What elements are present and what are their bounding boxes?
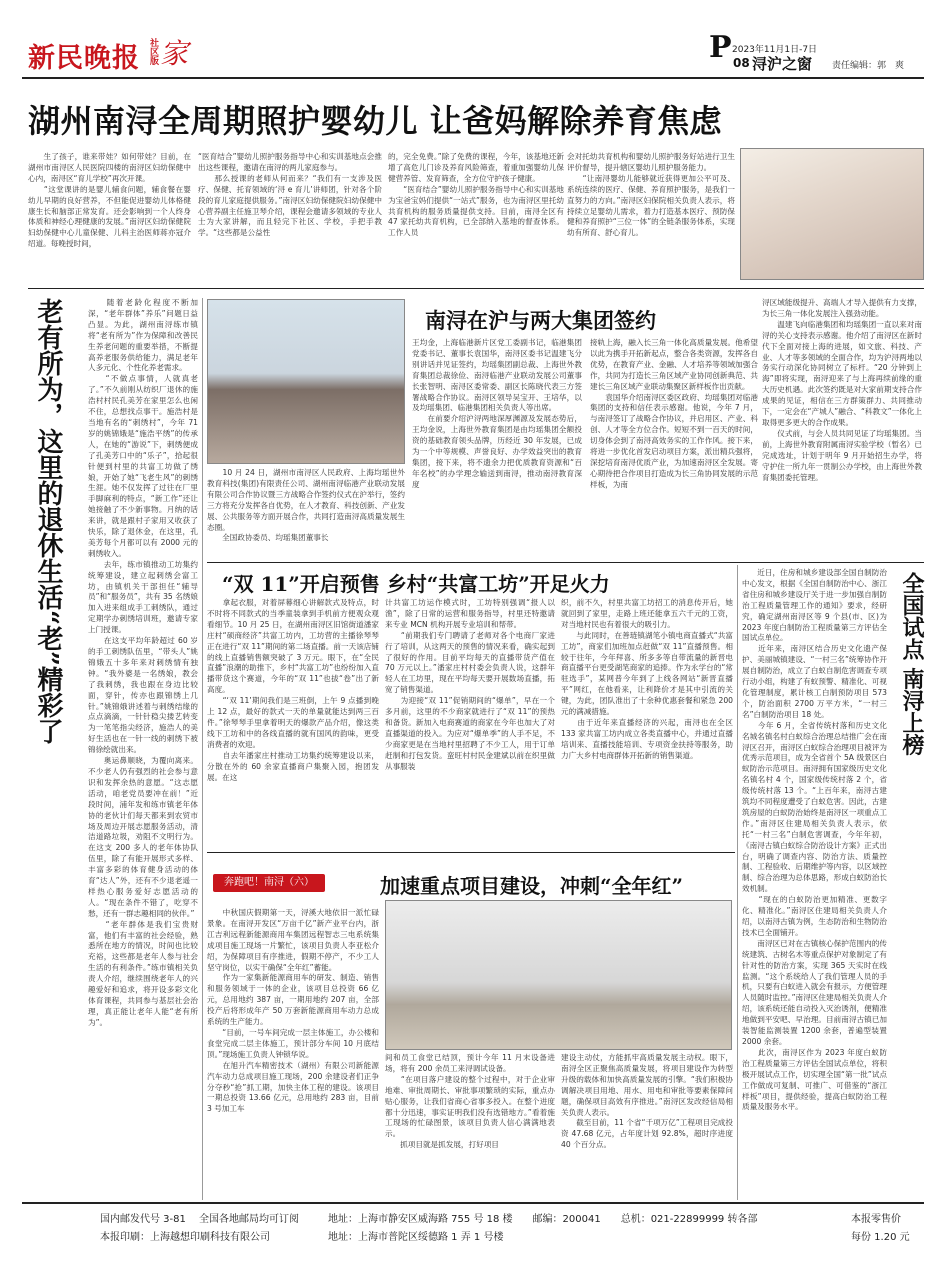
- article2-body: 随着老龄化程度不断加深，“老年群体”养乐”问题日益凸显。为此，湖州南浔练市镇将“老有所为”作为保障和改善民生养老问题的重要举措，不断提高养老服务供给能力，满足老年人多元化、个性化养老需求。 “不做点事情，人就真老了。”不久前刚从纺织厂退休的施浩村村民孔美芳在家里怎么也闲不住，总想找点事干。施浩村是当地有名的“刺绣村”，今年 71 岁的姚锦娥是“施浩平绣”的传承人，在她的“游说”下，刺绣便成了孔美芳口中的“乐子”，拾起很针便到村里的共富工坊做了绣娘，开始了她“飞老生风”的刺绣生涯。她不仅发挥了过往在厂里手脚麻利的特点，“新工作”还让她接触了不少新事物。月纳的话来讲，就是跟村子家用又收获了快乐，除了退休金，在这里，孔美芳每个月都可以有 2000 元的刺绣收入。 去年，练市镇推动工坊集约统筹建设，建立起刺绣会富工坊，由镇机关干部担任“辅导员”和“服务员”，共有 35 名绣娘加入进来组成手工刺绣队，通过定期学办刺绣培训班，邀请专家上门授课。 在这支平均年龄超过 60 岁的手工刺绣队伍里，“带头人”姚锦娥五十多年来对刺绣情有独钟。“我外婆是一名绣娘，教会了我刺绣，我也跟在身边比较面，穿针，传亦也跟锦绣上几针。”姚锦娥讲述着与刺绣结缘的点点滴滴，一针针稳尖搂艺转变为一笔笔指尖经济，施浩人的美好生活也在一针一线的刺绣下被锦徐绘就出来。 奥运鼻顺晓，为覆向离来。不少老人仍有强烈的社会参与意识和发挥余热的意愿。“这志愿活动，咱老党员要冲在前！”近段时间，浦年发和练市镇老年体协的老伙计们每天都来到农贸市场及周边开展志愿服务活动，清洁道路垃圾，劝阻不文明行为。在这支 200 多人的老年体协队伍里，除了有能开展形式多样、丰富多彩的体育健身活动的体育“达人”外，还有不少退老遥一样热心服务爱好志愿活动的人。“现在条件不错了，吃穿不愁，还有一群志趣相同的伙伴。” “老年群体是我们宝贵财富，他们有丰富的社会经验，熟悉所在地方的情况，时间也比较充裕，这些都是老年人参与社会生活的有利条件。”练市镇相关负责人介绍，继续围绕老年人的兴趣爱好和追求，将开设多彩文化体育课程，共同参与基层社会治理，真正能让老年人能“老有所为”。: [88, 298, 198, 1027]
- date-range: 2023年11月1日-7日: [732, 45, 818, 55]
- article4-col3: 织，前不久，村里共富工坊招工的消息传开后，她就回到了家里，走路上班还能拿五六千元的工资，对当地村民也有着很大的吸引力。 与此同时，在善琏镇湖笔小镇电商直播式“共富工坊”，商家们加班加点赶做“双 11”直播预售。相较于往年，今年拜喜、所多多等自带流量的新晋电商直播平台更受湖笔商家的追捧。作为永学台的“常驻选手”，某网普今年到了上线各网站“新晋直播平”网红，在他看来，让利降价才是其中引流的关键，为此，团队准出了十余种优惠套餐和紧急 200 元的满减措施。 由于近年来直播经济的兴起，南浔也在全区 133 家共富工坊内成立各类直播中心，并通过直播培训来、直播技能培训、专项资金扶持等服务，助力广大乡村电商群体开拓新的销售渠道。: [561, 598, 733, 760]
- section-divider-2: [207, 562, 924, 563]
- footer-postal-code: 国内邮发代号 3-81 全国各地邮局均可订阅: [100, 1214, 300, 1225]
- article3-col3: 接轨上海，融入长三角一体化高质量发展。他希望以此为携手开拓新起点，整合各类资源，发挥各自优势，在教育产业、金融、人才培养等领域加强合作，共同为打造长三角区域产业协同创新典范、共建长三角区域产业联动集聚区新样板作出贡献。 袁国华介绍南浔区委区政府、均瑶集团对临港集团的支持和信任表示感谢。他说，今年 7 月，与南浔签订了战略合作协议，并启用区、产业、科创、人才等全方位合作。短短不到一百天的时间，切身体会到了南浔高效务实的工作作风。接下来，将进一步优化首发启动项目方案，派出精兵强将，深挖培育南浔优质产业，为加速南浔区全发展。寄心期待把合作项目打造成为长三角协同发展的示范样板，为南: [590, 338, 758, 489]
- article6-col3: 建设主动仗，方能抓牢高质量发展主动权。眼下，南浔全区正聚焦高质量发展，将项目建设作为转型升级的载体和加快高质量发展的引擎。“我们积极协调解决项目用地、用水、用电和审批等要素保障问题，确保项目高效有序推进。”南浔区发改经信局相关负责人表示。 截至目前，11 个省“千项万亿”工程项目完成投资 47.68 亿元，占年度计划 92.8%，超时序进度 40 个百分点。: [561, 1053, 733, 1150]
- article1-col2: “医育结合”婴幼儿照护服务指导中心和实训基地点会推出这些课程，邀请在南浔的两儿家庭参与。 那么授课的老师从何而来？“我们有一支涉及医疗、保健、托育领域的‘浔 e 育儿’讲师团，针对各个阶段的育儿家庭提供服务。”南浔区妇幼保健院妇幼保健中心营养副主任施卫琴介绍，课程会邀请多领域的专业人士为大家讲解，而且轻完下社区、学校，手把手教学。“这些都是公益性: [198, 152, 382, 238]
- article3-caption: 10 月 24 日，湖州市南浔区人民政府、上海均瑶世外教育科技(集团)有限责任公司、湖州南浔临港产业联动发展有限公司合作协议暨三方战略合作签约仪式在沪举行，签约三方将充分发挥各自优势，在人才教育、科技创新、产业发展、公共服务等方面开展合作，共同打造南浔高质量发展生态圈。 全国政协委员、均瑶集团董事长: [207, 468, 405, 543]
- article3-col2: 王均金，上海临港新片区党工委副书记，临港集团党委书记、董事长袁国华，南浔区委书记温建飞分别讲话并见证签约，均瑶集团副总裁、上海世外教育集团总裁徐俭、南浔临港产业联动发展公司董事长张智明、南浔区委常委、副区长陈晓代表三方签署战略合作协议。南浔区领导吴宝开、王培华，以及均瑶集团、临港集团相关负责人等出席。 在前要介绍沪浔两地深厚渊源及发展态势后，王均金说，上海世外教育集团是由均瑶集团全额投资的基础教育领头品牌，历经近 30 年发展，已成为一个中等规模、声誉良好、办学效益突出的教育集团，接下来，将不遗余力把优质教育资源和“百年名校”的办学理念输送到南浔，推动南浔教育深度: [412, 338, 582, 489]
- series-tag: 奔跑吧！南浔（六）: [213, 874, 325, 892]
- article4-col2: 计共富工坊运作模式时，工坊特别强调“报人以渔”，除了日常的运营和服务指导，村里还特邀请来专业 MCN 机构开展专业培训和帮带。 “前期我们专门聘请了老师对各个电商厂家进行了培训，从这两天的预售的情况来看，确实起到了很好的作用。目前平均每天的直播带货产值在 70 万元以上。”潘家庄村村委会负责人说，这群年轻人在工坊里，现在平均每天要开展数场直播，拓宽了销售渠道。 为迎接“双 11”促销期间的“爆单”，早在一个多月前，这里的不少商家就进行了“双 11”的预热和备货。新加入电商赛道的商家在今年也加大了对直播渠道的投入。为应对“爆单季”的人手不足，不少商家更是在当地村里招聘了不少工人，用于订单赶制和打包发货。蛮旺村村民金建斌以前在织里做从事服装: [385, 598, 555, 771]
- footer-printer: 本报印刷：上海越想印刷科技有限公司: [100, 1232, 270, 1243]
- article4-col1: 拿起衣服，对着屏幕细心讲解款式及特点，时不时将不同款式的当季童装拿到手机前方便观众观看细节。10 月 25 日，在湖州南浔区旧馆街道潘家庄村“硕商经济”共富工坊内，工坊营的主播徐琴琴正在进行“双 11”期间的第二场直播。前一天该店铺的线上直播销售额突破了 3 万元。眼下，在“全民直播”浪潮的助推下，乡村“共富工坊”也纷纷加入直播带货这个赛道，今年的“双 11”也拔“卷”出了新高度。 “‘双 11’期间我们是三班倒，上午 9 点播到晚上 12 点，最好的款式一天的单量就能达到两三百件。”徐琴琴手里拿着明天的爆款产品介绍，像这类线下工坊和中的各线直播的就有国风的韵味，更受消费者的欢迎。 自去年潘家庄村推动工坊集约统筹建设以来，分散在外的 60 余家直播商户集聚入园，抱团发展。在这: [207, 598, 379, 782]
- editor-line: 责任编辑：郭 爽: [832, 61, 905, 71]
- article6-headline: 加速重点项目建设，冲刺“全年红”: [380, 874, 684, 898]
- side-headline-pilot: 全国试点 南浔上榜: [899, 572, 925, 756]
- page-number: 08: [733, 56, 750, 70]
- column-divider-right: [737, 565, 738, 1200]
- page-letter: P: [709, 30, 732, 65]
- section-divider-1: [28, 288, 924, 289]
- article4-headline: “双 11”开启预售 乡村“共富工坊”开足火力: [222, 572, 610, 596]
- edition-mark: 社区版: [148, 38, 158, 65]
- article1-col4: 会对托幼共育机构和婴幼儿照护服务好站进行卫生评价督导，提升辖区婴幼儿照护服务能力。 “让南浔婴幼儿能够就近获得更加公平可及、系统连续的医疗、保健、养育照护服务，是我们一直努力的方向。”南浔区妇保院相关负责人表示，将持续立足婴幼儿需求，着力打造基本医疗、预防保健和养育照护“三位一体”的全链条服务体系，实现幼有所育、舒心育儿。: [567, 152, 735, 238]
- main-headline: 湖州南浔全周期照护婴幼儿 让爸妈解除养育焦虑: [28, 102, 723, 140]
- footer-price: 每份 1.20 元: [851, 1232, 910, 1243]
- footer-address: 地址：上海市静安区威海路 755 号 18 楼 邮编：200041 总机：021-22899999 转各部: [328, 1214, 758, 1225]
- construction-site-photo: [385, 900, 732, 1050]
- article1-col3: 的，完全免费。”除了免费的课程，今年，该基地还新增了高危儿门诊及养育风险筛查，着重加强婴幼儿保健营养管、发育筛查，全方位守护孩子健康。 “医育结合”婴幼儿照护服务指导中心和实训基地为宝爸宝妈们提供“一站式”服务，也为南浔区里托幼共育机构的服务质量提供支持。目前，南浔全区有 47 家托幼共育机构，已全部纳入基地的督查体系。工作人员: [388, 152, 564, 238]
- article1-photo: [740, 148, 924, 280]
- signing-ceremony-photo: [207, 299, 405, 464]
- masthead: [0, 0, 949, 80]
- side-headline-retirement: 老有所为，这里的退休生活“老”精彩了: [33, 298, 63, 744]
- masthead-rule: [22, 77, 924, 79]
- section-divider-3: [207, 852, 735, 853]
- logo-seal-icon: 家: [160, 37, 189, 70]
- article6-col1: 中秋国庆假期第一天，浔溪大地依旧一派忙碌景象。在南浔开发区“万亩千亿”新产业平台内，浙江吉利远程新能源商用车集团远程智志三电系统集成项目施工现场一片繁忙，该项目负责人李亚松介绍，为保障项目有序推进，假期不停产，不少工人坚守岗位，以实干确保“全年红”蓄能。 作为一家集新能源商用车的研发、制造、销售和服务领域于一体的企业，该项目总投资 66 亿元，总用地约 387 亩，一期用地约 207 亩，全部投产后将形成年产 50 万套新能源商用车动力总成系统的生产能力。 “目前，一号车间完成一层主体施工，办公楼和食堂完成二层主体施工，预计部分车间 10 月底结顶。”现场施工负责人钟锁华说。 在旭升汽车精密技术（湖州）有限公司新能源汽车动力总成项目施工现场，200 余建设者们正争分夺秒“抢”抓工期，加快主体工程的建设。该项目一期总投资 13.66 亿元，总用地约 283 亩，目前 3 号加工车: [207, 908, 379, 1114]
- article6-col2: 间和员工食堂已结顶，预计今年 11 月末设备进场，将有 200 余员工来浔调试设备。 “在项目落户建设的整个过程中，对于企业审地难、审批周期长、审批事项繁琐的实际，重点办贴心服务，让我们省商心省事多投入。在整个进度都十分迅速，事实证明我们没有选错地方。”看着施工现场的忙碌图景，该项目负责人信心满满地表示。 抓项目就是抓发展，打好项目: [385, 1053, 555, 1150]
- paper-name-logo: 新民晚报: [28, 43, 140, 74]
- article3-col4: 浔区域能级提升、高端人才导入提供有力支撑，为长三角一体化发展注入强劲动能。 温建飞向临港集团和均瑶集团一直以来对南浔的关心支持表示感谢。他介绍了南浔区在新时代下全面对接上海的进展，如文旅、科技、产业、人才等多领域的全面合作，均为沪浔两地以务实行动深化协同树立了标杆。“20 分钟到上海”即将实现，南浔迎来了与上海再续前缘的重大历史机遇。此次签约既是对大家前期支持合作成果的见证，相信在三方群策群力、共同推动下，一定会在“产城人”融合、“科教文”一体化上取得更多更大的合作成果。 仪式前，与会人员共同见证了均瑶集团。当前，上海世外教育附属南浔实验学校（暂名）已完成选址，计划于明年 9 月开始招生办学，将守护住一所九年一贯制公办学校，由上海世外教育集团委托管理。: [762, 298, 923, 482]
- footer-price-label: 本报零售价: [851, 1214, 901, 1225]
- footer-rule: [22, 1202, 924, 1204]
- section-name: 浔沪之窗: [752, 55, 813, 73]
- footer-printer-address: 地址：上海市普陀区绥德路 1 弄 1 号楼: [328, 1232, 504, 1243]
- article1-col1: 生了孩子，谁来带娃？如何带娃？目前，在湖州市南浔区人民医院四楼的南浔区妇幼保健中心内，南浔区“育儿学校”再次开课。 “这堂课讲的是婴儿辅食问题，辅食餐在婴幼儿早期的良好营养，不但能促进婴幼儿体格健康生长和脑部正常发育。还会影响到一个人终身体质和神经心理健康的发展。”南浔区妇幼保健院妇幼保健中心儿童保健、儿科主治医师蒋亦冠介绍道。每晚授时间，: [28, 152, 191, 249]
- column-divider-left: [202, 298, 203, 1200]
- article3-headline: 南浔在沪与两大集团签约: [425, 308, 656, 333]
- article5-body: 近日，住房和城乡建设部全国自制防治中心发文，根据《全国自制防治中心、浙江省住房和城乡建设厅关于进一步加强自制防治工程质量管理工作的通知》要求，经研究，确定湖州南浔区等 9 个县(市、区)为 2023 年度白制防治工程质量第三方评估全国试点单位。 近年来，南浔区结合历史文化遗产保护、美丽城镇建设、“一村三名”统筹协作开展自制防治，成立了白蚁自制危害调查专项行动小组，构建了有蚁预警、精准化、可视化管理制度，累计核工白制预防项目 573 个，防治面积 2700 万平方米，“一村三名”白制防治项目 18 处。 今年 6 月，全省传统村落和历史文化名城名镇名村白蚁综合治理总结推广会在南浔区召开，南浔区白蚁综合治理项目被评为优秀示范项目，成为全省首个 5A 级景区白蚁防治示范项目。南浔拥有国家级历史文化名镇名村 4 个，国家级传统村落 2 个，省级传统村落 13 个。“上百年来，南浔古建筑均不同程度遭受了白蚁危害。因此，古建筑房屋的白蚁防治始终是南浔区一项重点工作。”南浔区住建局相关负责人表示，依托“一村三名”白制危害调查，今年年初，《南浔古镇白蚁综合防治设计方案》正式出台，明确了调查内容、防治方法、质量控制、工程验收、后期维护等内容，以区域控制、综合治理为总体思路，形成白蚁防治长效机制。 “现在的白蚁防治更加精准、更数字化、精准化。”南浔区住建局相关负责人介绍，以南浔古镇为例，生态防治和生物防治技术已全面铺开。 南浔区已对在古镇核心保护范围内的传统建筑、古树名木等重点保护对象制定了有针对性的防治方案，实现 365 天实时在线监测。“这个系统给人了我们管理人员的手机，只要有白蚁进入就会有报示，方便管理人员随时监控。”南浔区住建局相关负责人介绍，该系统还能自动投入灭治诱剂，便精准地做到平安吧、早治理。目前南浔古镇已加装智能监测装置 1200 余套，普遍型装置 2000 余套。 此次，南浔区作为 2023 年度白蚁防治工程质量第三方评估全国试点单位，将积极开展试点工作，切实理全国“第一批”试点工作做成可复制、可推广、可借鉴的“浙江样板”项目，提供经验，提高白蚁防治工程质量及服务水平。: [742, 568, 887, 1112]
